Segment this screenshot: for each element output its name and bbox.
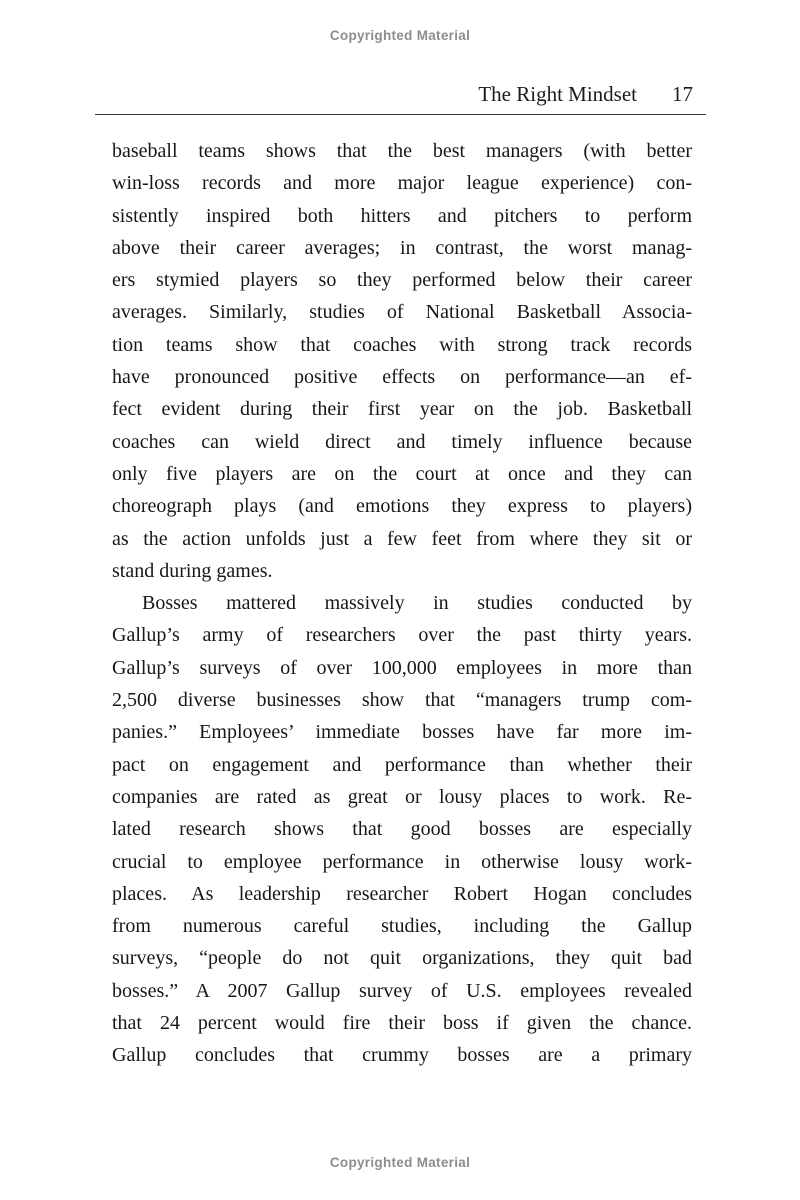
text-line: win-loss records and more major league experience) con- [112,172,692,195]
text-line: stand during games. [112,559,273,582]
text-line: Gallup’s surveys of over 100,000 employees in more than [112,656,692,679]
text-line: bosses.” A 2007 Gallup survey of U.S. employees revealed [112,979,692,1002]
page-number: 17 [672,82,693,106]
text-line: coaches can wield direct and timely influence because [112,430,692,453]
text-line: pact on engagement and performance than whether their [112,753,692,776]
text-line: from numerous careful studies, including the Gallup [112,915,692,938]
text-line: that 24 percent would fire their boss if given the chance. [112,1012,692,1035]
text-line: fect evident during their first year on the job. Basketball [112,398,692,421]
text-line: Bosses mattered massively in studies conducted by [142,592,692,615]
copyright-watermark-bottom: Copyrighted Material [329,1155,471,1170]
text-line: ers stymied players so they performed below their career [112,269,692,292]
text-line: have pronounced positive effects on performance—an ef- [112,366,692,389]
running-header-row [95,82,706,107]
text-line: panies.” Employees’ immediate bosses have far more im- [112,721,692,744]
chapter-title: The Right Mindset [478,82,637,106]
text-line: sistently inspired both hitters and pitchers to perform [112,204,692,227]
text-line: 2,500 diverse businesses show that “managers trump com- [112,689,692,712]
text-line: places. As leadership researcher Robert Hogan concludes [112,882,692,905]
text-line: tion teams show that coaches with strong track records [112,333,692,356]
text-line: crucial to employee performance in otherwise lousy work- [112,850,692,873]
copyright-watermark-top: Copyrighted Material [329,28,471,43]
text-line: surveys, “people do not quit organizations, they quit bad [112,947,692,970]
text-line: only five players are on the court at once and they can [112,462,692,485]
running-header [95,82,706,115]
text-line: Gallup’s army of researchers over the past thirty years. [112,624,692,647]
text-line: choreograph plays (and emotions they express to players) [112,495,692,518]
text-line: baseball teams shows that the best managers (with better [112,140,692,162]
text-line: lated research shows that good bosses are especially [112,818,692,841]
body-text [112,135,692,1072]
text-line: as the action unfolds just a few feet from where they sit or [112,527,692,550]
text-line: above their career averages; in contrast, the worst manag- [112,236,692,259]
text-line: companies are rated as great or lousy places to work. Re- [112,785,692,808]
text-line: Gallup concludes that crummy bosses are a primary [112,1044,692,1067]
text-line: averages. Similarly, studies of National Basketball Associa- [112,301,692,324]
